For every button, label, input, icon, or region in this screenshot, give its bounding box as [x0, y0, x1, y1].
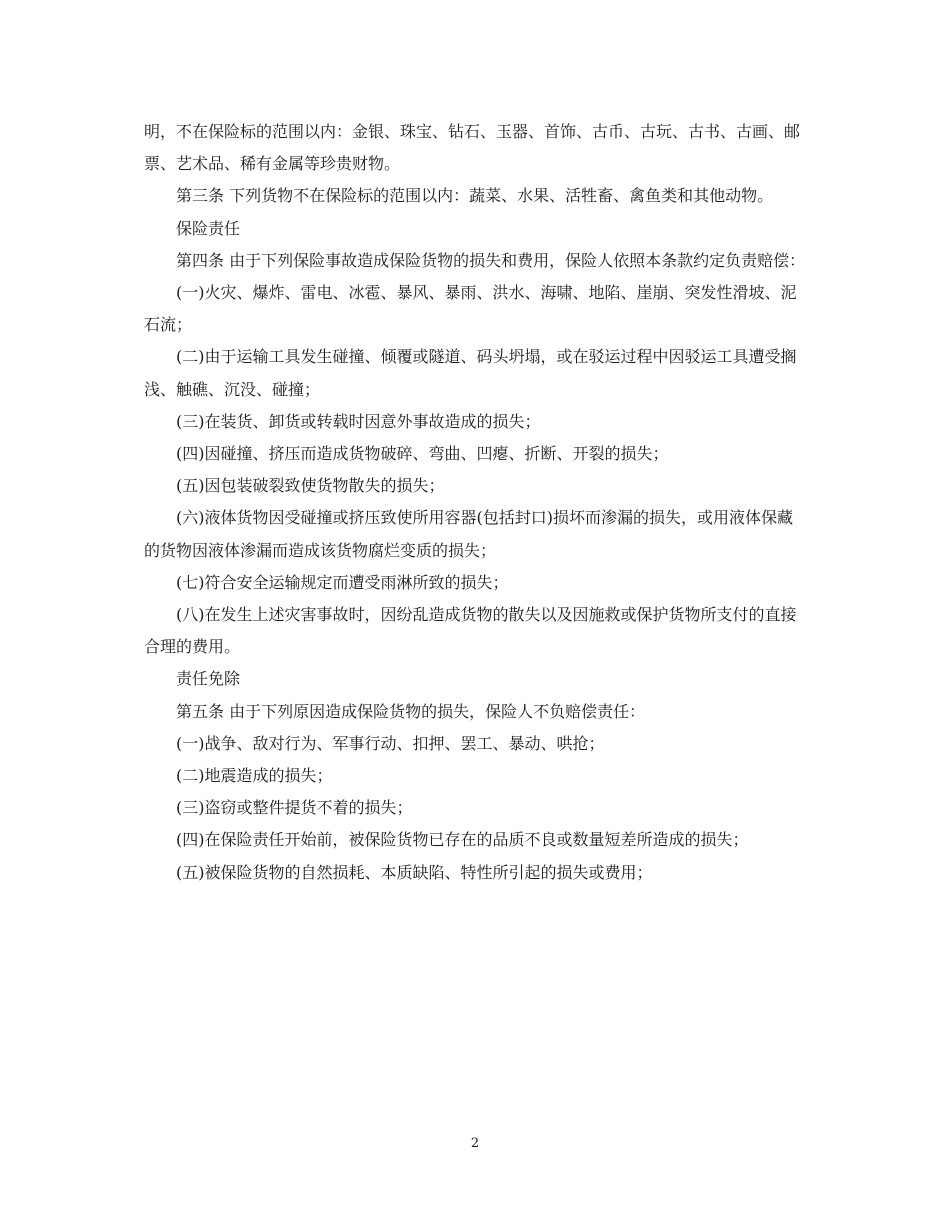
list-item-liability-3: (三)在装货、卸货或转载时因意外事故造成的损失；	[176, 411, 541, 431]
list-item-exclusion-4: (四)在保险责任开始前，被保险货物已存在的品质不良或数量短差所造成的损失；	[176, 830, 749, 850]
list-item-exclusion-5: (五)被保险货物的自然损耗、本质缺陷、特性所引起的损失或费用；	[176, 862, 653, 882]
section-heading-exclusions: 责任免除	[176, 669, 241, 689]
list-item-liability-1: (一)火灾、爆炸、雷电、冰雹、暴风、暴雨、洪水、海啸、地陷、崖崩、突发性滑坡、泥石流；	[144, 283, 797, 335]
list-item-exclusion-2: (二)地震造成的损失；	[176, 766, 333, 786]
list-item-liability-6: (六)液体货物因受碰撞或挤压致使所用容器(包括封口)损坏而渗漏的损失，或用液体保藏的货物因液体渗漏而造成该货物腐烂变质的损失；	[144, 508, 793, 560]
list-item-liability-7: (七)符合安全运输规定而遭受雨淋所致的损失；	[176, 572, 509, 592]
section-heading-insurance-liability: 保险责任	[176, 218, 241, 238]
paragraph-article-5: 第五条 由于下列原因造成保险货物的损失，保险人不负赔偿责任：	[176, 701, 646, 721]
list-item-liability-4: (四)因碰撞、挤压而造成货物破碎、弯曲、凹瘪、折断、开裂的损失；	[176, 444, 669, 464]
page-number: 2	[470, 1136, 480, 1151]
list-item-liability-2: (二)由于运输工具发生碰撞、倾覆或隧道、码头坍塌，或在驳运过程中因驳运工具遭受搁浅、触礁、沉没、碰撞；	[144, 347, 797, 399]
list-item-exclusion-1: (一)战争、敌对行为、军事行动、扣押、罢工、暴动、哄抢；	[176, 733, 605, 753]
document-body	[144, 116, 808, 889]
list-item-liability-8: (八)在发生上述灾害事故时，因纷乱造成货物的散失以及因施救或保护货物所支付的直接合理的费用。	[144, 605, 797, 657]
paragraph-article-3: 第三条 下列货物不在保险标的范围以内：蔬菜、水果、活牲畜、禽鱼类和其他动物。	[176, 186, 774, 206]
paragraph-continuation: 明，不在保险标的范围以内：金银、珠宝、钻石、玉器、首饰、古币、古玩、古书、古画、邮票、艺术品、稀有金属等珍贵财物。	[144, 122, 801, 174]
paragraph-article-4: 第四条 由于下列保险事故造成保险货物的损失和费用，保险人依照本条款约定负责赔偿：	[176, 250, 806, 270]
list-item-exclusion-3: (三)盗窃或整件提货不着的损失；	[176, 798, 413, 818]
list-item-liability-5: (五)因包装破裂致使货物散失的损失；	[176, 476, 445, 496]
